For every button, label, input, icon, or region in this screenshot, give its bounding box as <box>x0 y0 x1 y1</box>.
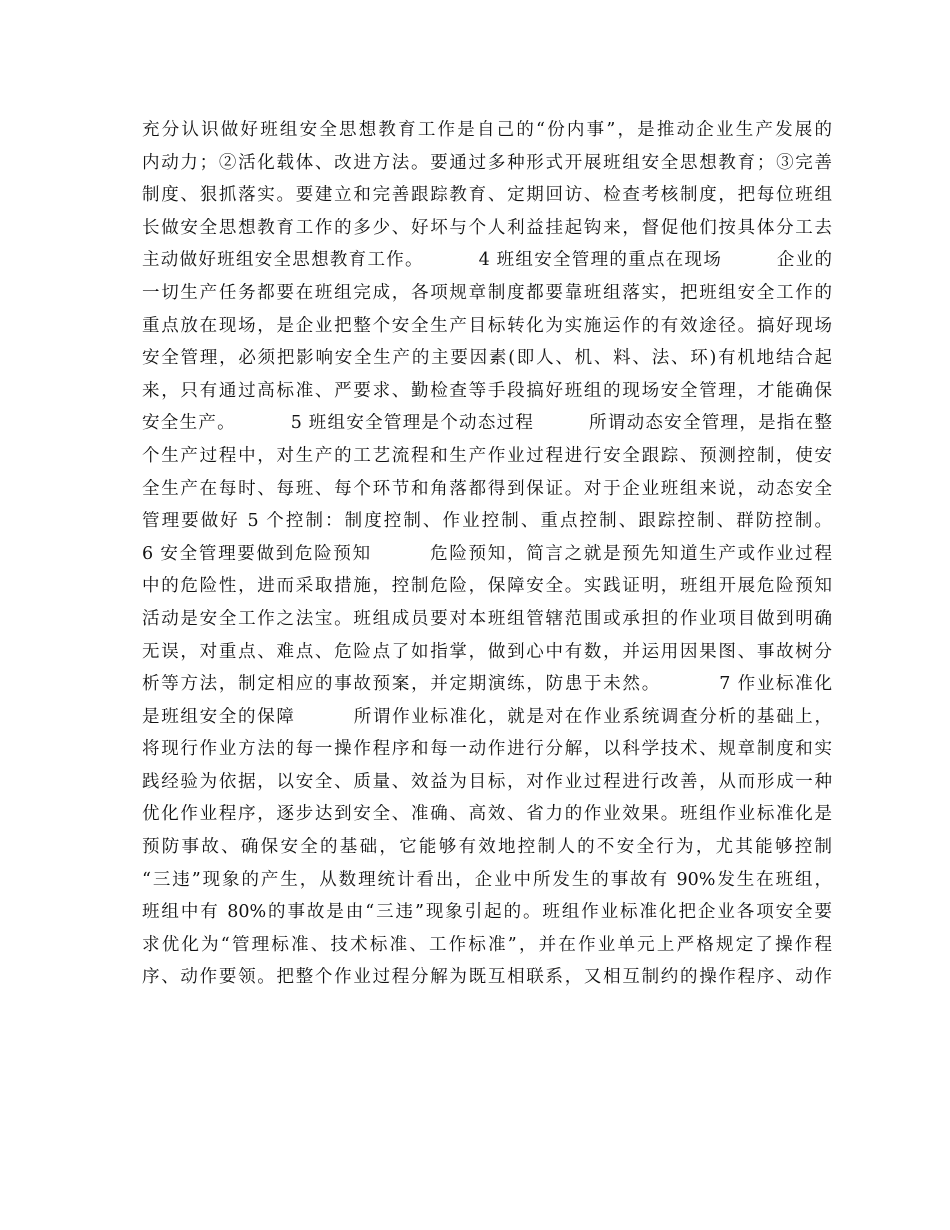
body-text <box>142 114 832 994</box>
text-line: 安全管理，必须把影响安全生产的主要因素(即人、机、料、法、环)有机地结合起 <box>142 348 832 369</box>
text-line: 析等方法，制定相应的事故预案，并定期演练，防患于未然。 7 作业标准化 <box>142 674 832 695</box>
text-line: 重点放在现场，是企业把整个安全生产目标转化为实施运作的有效途径。搞好现场 <box>142 315 832 336</box>
text-line: 践经验为依据，以安全、质量、效益为目标，对作业过程进行改善，从而形成一种 <box>142 771 832 792</box>
text-line: 内动力；②活化载体、改进方法。要通过多种形式开展班组安全思想教育；③完善 <box>142 152 832 173</box>
text-line: “三违”现象的产生，从数理统计看出，企业中所发生的事故有 90%发生在班组， <box>142 869 832 890</box>
text-line: 无误，对重点、难点、危险点了如指掌，做到心中有数，并运用因果图、事故树分 <box>142 641 832 662</box>
text-line: 制度、狠抓落实。要建立和完善跟踪教育、定期回访、检查考核制度，把每位班组 <box>142 185 832 206</box>
text-line: 预防事故、确保安全的基础，它能够有效地控制人的不安全行为，尤其能够控制 <box>142 837 832 858</box>
text-line: 管理要做好 5 个控制：制度控制、作业控制、重点控制、跟踪控制、群防控制。 <box>142 511 832 532</box>
text-line: 是班组安全的保障 所谓作业标准化，就是对在作业系统调查分析的基础上， <box>142 706 832 727</box>
text-line: 个生产过程中，对生产的工艺流程和生产作业过程进行安全跟踪、预测控制，使安 <box>142 445 832 466</box>
text-line: 全生产在每时、每班、每个环节和角落都得到保证。对于企业班组来说，动态安全 <box>142 478 832 499</box>
text-line: 长做安全思想教育工作的多少、好坏与个人利益挂起钩来，督促他们按具体分工去 <box>142 217 832 238</box>
text-line: 优化作业程序，逐步达到安全、准确、高效、省力的作业效果。班组作业标准化是 <box>142 804 832 825</box>
text-line: 主动做好班组安全思想教育工作。 4 班组安全管理的重点在现场 企业的 <box>142 250 832 271</box>
text-line: 活动是安全工作之法宝。班组成员要对本班组管辖范围或承担的作业项目做到明确 <box>142 608 832 629</box>
text-line: 安全生产。 5 班组安全管理是个动态过程 所谓动态安全管理，是指在整 <box>142 413 832 434</box>
text-line: 一切生产任务都要在班组完成，各项规章制度都要靠班组落实，把班组安全工作的 <box>142 282 832 303</box>
text-line: 序、动作要领。把整个作业过程分解为既互相联系，又相互制约的操作程序、动作 <box>142 967 832 988</box>
text-line: 班组中有 80%的事故是由“三违”现象引起的。班组作业标准化把企业各项安全要 <box>142 902 832 923</box>
text-line: 6 安全管理要做到危险预知 危险预知，简言之就是预先知道生产或作业过程 <box>142 543 832 564</box>
text-line: 中的危险性，进而采取措施，控制危险，保障安全。实践证明，班组开展危险预知 <box>142 576 832 597</box>
text-line: 来，只有通过高标准、严要求、勤检查等手段搞好班组的现场安全管理，才能确保 <box>142 380 832 401</box>
text-line: 充分认识做好班组安全思想教育工作是自己的“份内事”，是推动企业生产发展的 <box>142 120 832 140</box>
text-line: 求优化为“管理标准、技术标准、工作标准”，并在作业单元上严格规定了操作程 <box>142 934 832 955</box>
text-line: 将现行作业方法的每一操作程序和每一动作进行分解，以科学技术、规章制度和实 <box>142 739 832 760</box>
